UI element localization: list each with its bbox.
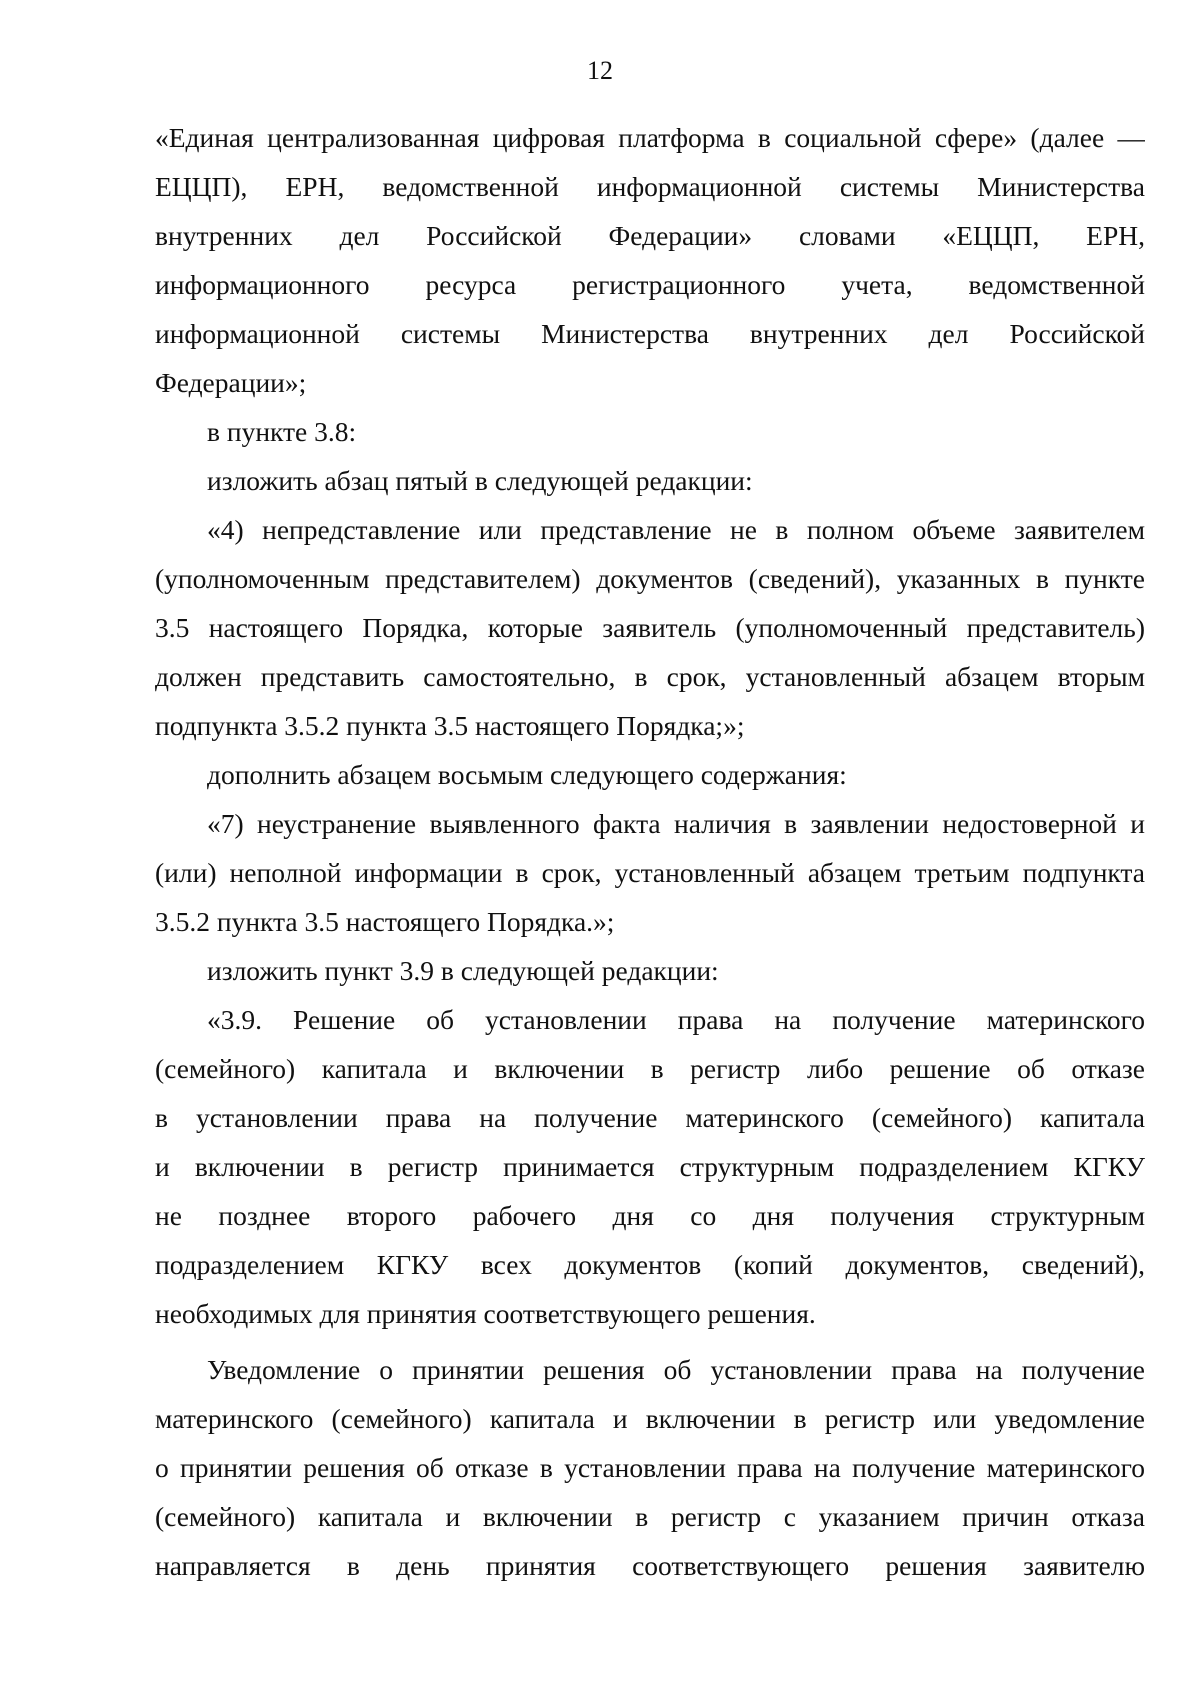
text-line: 3.5.2 пункта 3.5 настоящего Порядка.»; [155,906,615,937]
text-line: (или) неполной информации в срок, установленный абзацем третьим подпункта [155,857,1145,888]
text-line: и включении в регистр принимается структурным подразделением КГКУ [155,1151,1145,1182]
text-line: внутренних дел Российской Федерации» словами «ЕЦЦП, ЕРН, [155,220,1145,251]
text-line: необходимых для принятия соответствующего решения. [155,1298,816,1329]
text-line: должен представить самостоятельно, в срок, установленный абзацем вторым [155,661,1145,692]
text-line: о принятии решения об отказе в установлении права на получение материнского [155,1452,1145,1483]
text-line: (уполномоченным представителем) документов (сведений), указанных в пункте [155,563,1145,594]
text-line: информационного ресурса регистрационного учета, ведомственной [155,269,1145,300]
text-line: не позднее второго рабочего дня со дня получения структурным [155,1200,1145,1231]
text-line: «Единая централизованная цифровая платформа в социальной сфере» (далее — [155,122,1145,153]
paragraph-line: «3.9. Решение об установлении права на получение материнского [207,1004,1145,1035]
paragraph-line: «7) неустранение выявленного факта наличия в заявлении недостоверной и [207,808,1145,839]
text-line: информационной системы Министерства внутренних дел Российской [155,318,1145,349]
text-line: (семейного) капитала и включении в регистр с указанием причин отказа [155,1501,1145,1532]
paragraph-line: «4) непредставление или представление не в полном объеме заявителем [207,514,1145,545]
text-line: 3.5 настоящего Порядка, которые заявитель (уполномоченный представитель) [155,612,1145,643]
paragraph-line: в пункте 3.8: [207,416,357,447]
paragraph-line: дополнить абзацем восьмым следующего содержания: [207,759,847,790]
paragraph-line: изложить пункт 3.9 в следующей редакции: [207,955,719,986]
paragraph-line: Уведомление о принятии решения об установлении права на получение [207,1354,1145,1385]
paragraph-line: изложить абзац пятый в следующей редакции: [207,465,753,496]
text-line: материнского (семейного) капитала и включении в регистр или уведомление [155,1403,1145,1434]
paragraph-gap [155,1338,1145,1342]
page-number: 12 [587,56,613,85]
text-line: подпункта 3.5.2 пункта 3.5 настоящего Порядка;»; [155,710,745,741]
text-line: Федерации»; [155,367,307,398]
text-line: (семейного) капитала и включении в регистр либо решение об отказе [155,1053,1145,1084]
text-line: направляется в день принятия соответствующего решения заявителю [155,1550,1145,1581]
text-line: ЕЦЦП), ЕРН, ведомственной информационной системы Министерства [155,171,1145,202]
document-body [155,113,1145,1590]
text-line: в установлении права на получение материнского (семейного) капитала [155,1102,1145,1133]
text-line: подразделением КГКУ всех документов (копий документов, сведений), [155,1249,1145,1280]
